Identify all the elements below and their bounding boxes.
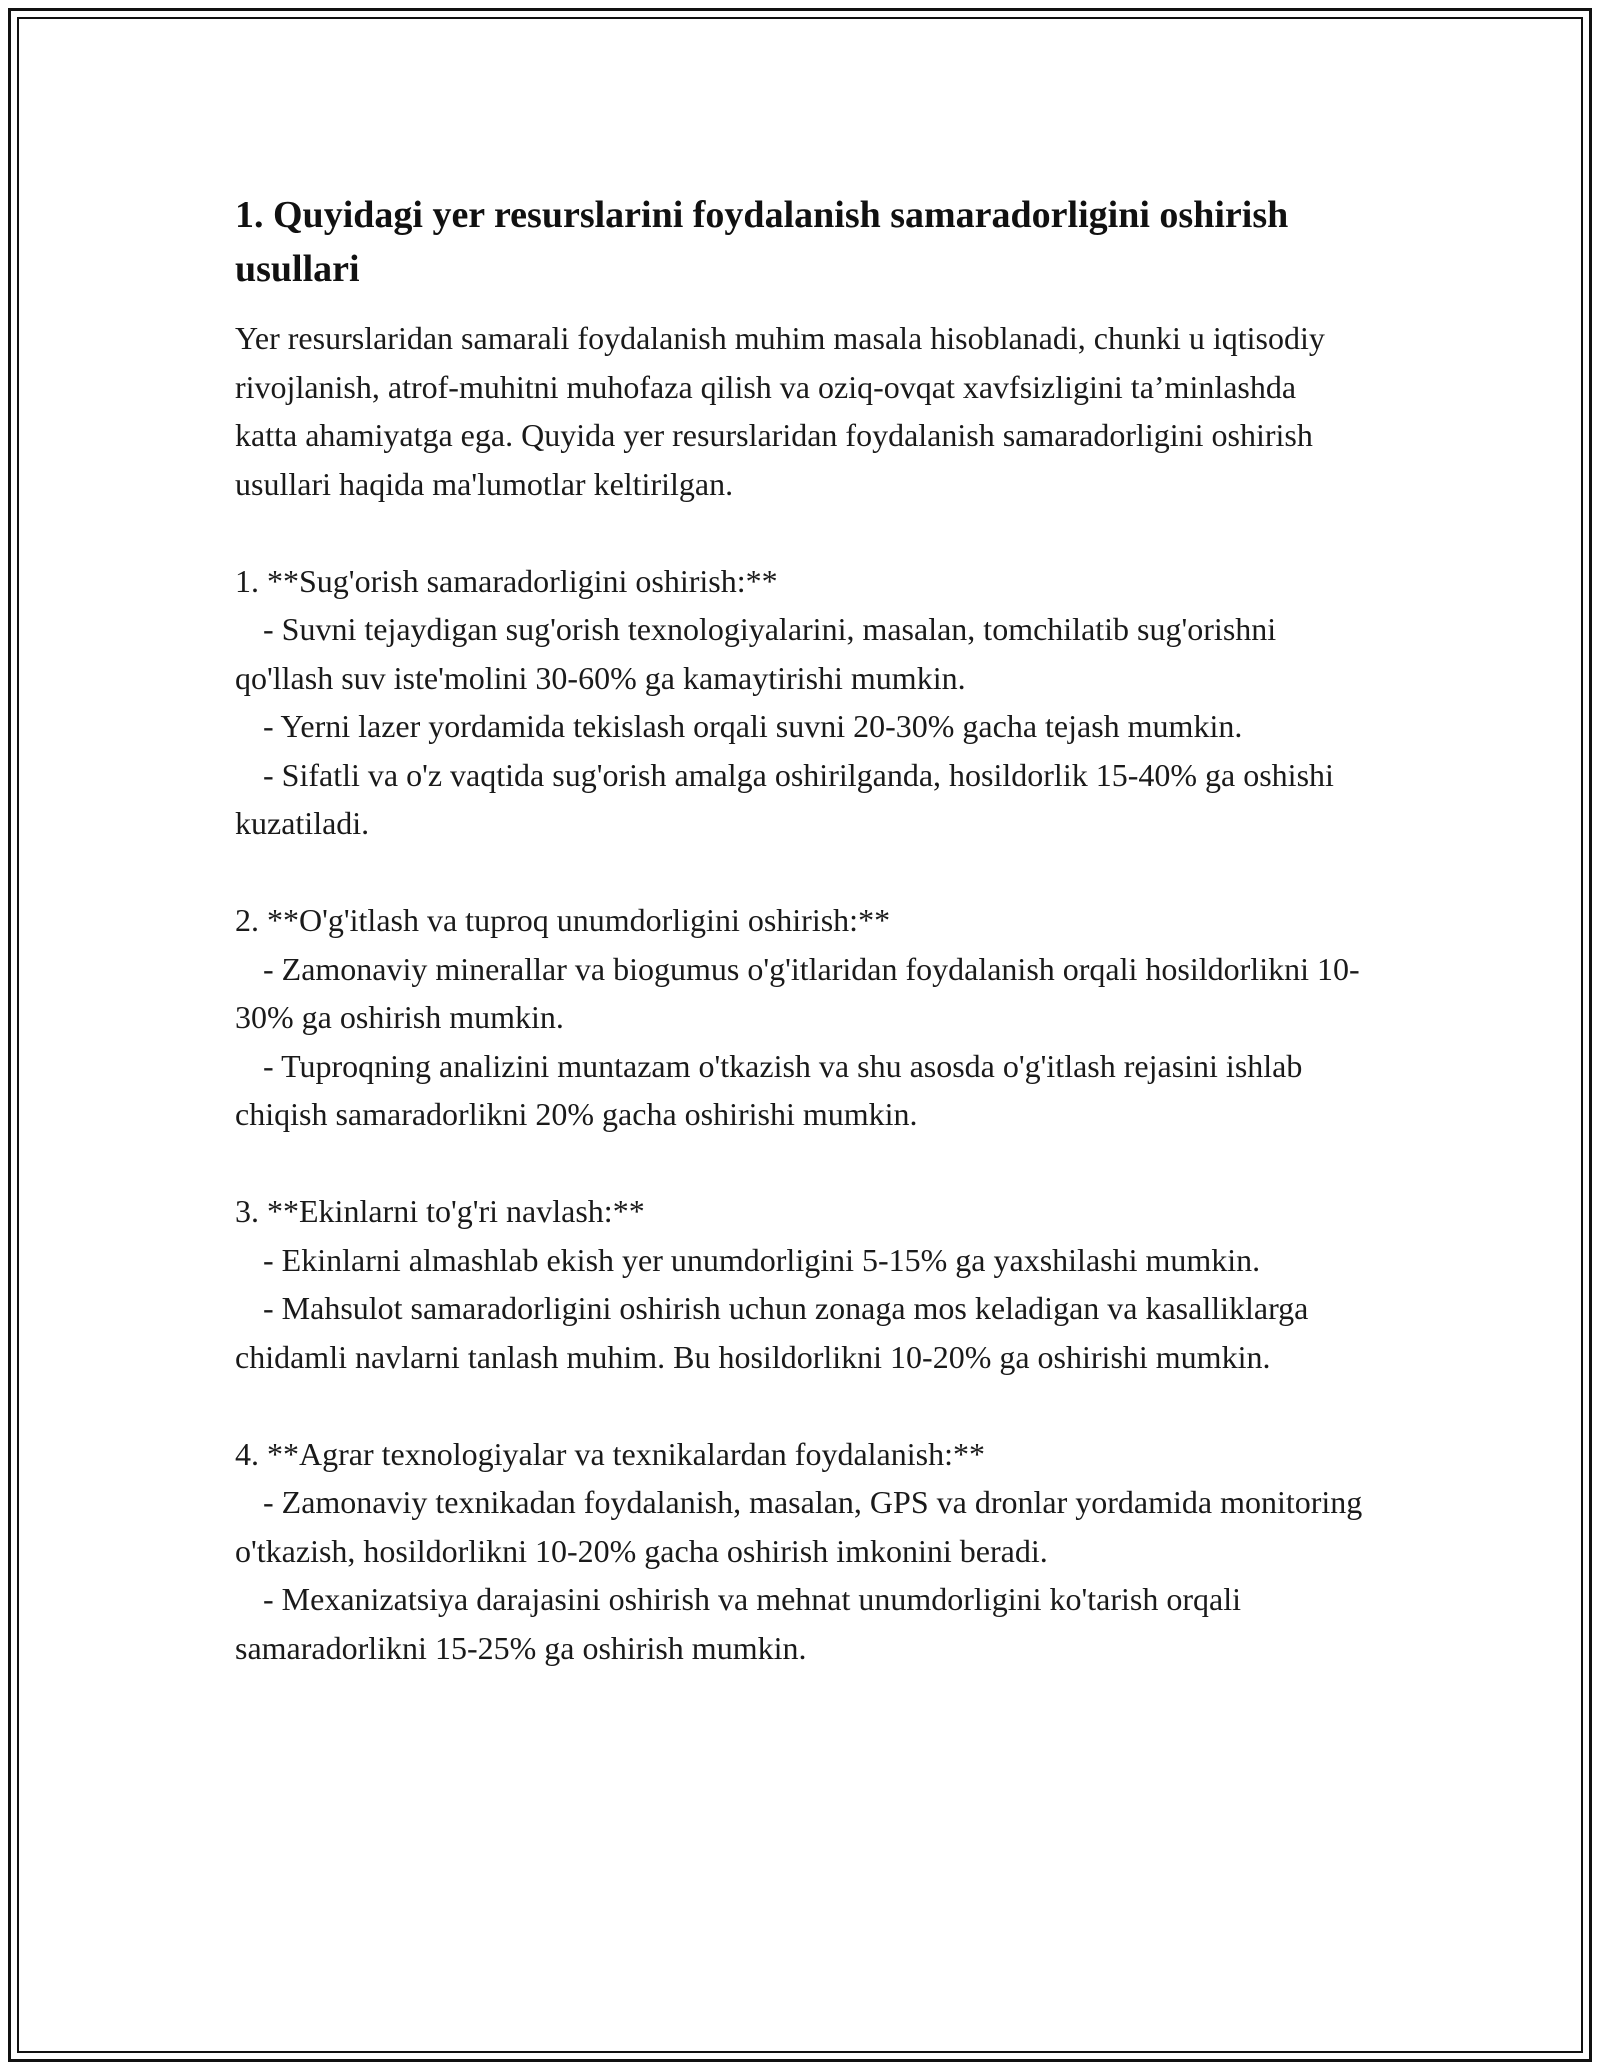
section-heading: 1. **Sug'orish samaradorligini oshirish:** bbox=[235, 562, 778, 599]
section-fertilization bbox=[235, 896, 1365, 1139]
list-item bbox=[235, 945, 1365, 1042]
list-item bbox=[235, 1575, 1365, 1672]
list-item bbox=[235, 605, 1365, 702]
list-item bbox=[235, 702, 1365, 751]
list-item-text: - Sifatli va o'z vaqtida sug'orish amalga oshirilganda, hosildorlik 15-40% ga oshishi kuzatiladi. bbox=[235, 756, 1334, 841]
intro-paragraph: Yer resurslaridan samarali foydalanish muhim masala hisoblanadi, chunki u iqtisodiy rivojlanish, atrof-muhitni muhofaza qilish va oziq-ovqat xavfsizligini ta’minlashda katta ahamiyatga ega. Quyida yer resurslaridan foydalanish samaradorligini oshirish usullari haqida ma'lumotlar keltirilgan. bbox=[235, 320, 1325, 502]
section-heading: 3. **Ekinlarni to'g'ri navlash:** bbox=[235, 1193, 645, 1229]
list-item-text: - Tuproqning analizini muntazam o'tkazish va shu asosda o'g'itlash rejasini ishlab chiqish samaradorlikni 20% gacha oshirishi mumkin. bbox=[235, 1047, 1303, 1132]
list-item-text: - Yerni lazer yordamida tekislash orqali suvni 20-30% gacha tejash mumkin. bbox=[263, 708, 1243, 744]
document-title: 1. Quyidagi yer resurslarini foydalanish samaradorligini oshirish usullari bbox=[235, 194, 1289, 290]
list-item bbox=[235, 1042, 1365, 1139]
list-item-text: - Zamonaviy texnikadan foydalanish, masalan, GPS va dronlar yordamida monitoring o'tkazish, hosildorlikni 10-20% gacha oshirish imkonini beradi. bbox=[235, 1484, 1363, 1569]
list-item bbox=[235, 1236, 1365, 1285]
section-heading: 2. **O'g'itlash va tuproq unumdorligini oshirish:** bbox=[235, 902, 891, 938]
section-agro-technology bbox=[235, 1430, 1365, 1673]
list-item bbox=[235, 751, 1365, 848]
list-item bbox=[235, 1284, 1365, 1381]
list-item-text: - Ekinlarni almashlab ekish yer unumdorligini 5-15% ga yaxshilashi mumkin. bbox=[263, 1241, 1261, 1278]
document-body bbox=[235, 188, 1365, 1672]
section-crop-varieties bbox=[235, 1187, 1365, 1381]
list-item bbox=[235, 1478, 1365, 1575]
list-item-text: - Zamonaviy minerallar va biogumus o'g'itlaridan foydalanish orqali hosildorlikni 10-30% ga oshirish mumkin. bbox=[235, 950, 1360, 1035]
section-heading: 4. **Agrar texnologiyalar va texnikalardan foydalanish:** bbox=[235, 1435, 985, 1472]
section-irrigation bbox=[235, 557, 1365, 848]
list-item-text: - Mexanizatsiya darajasini oshirish va mehnat unumdorligini ko'tarish orqali samaradorlikni 15-25% ga oshirish mumkin. bbox=[235, 1581, 1241, 1666]
list-item-text: - Mahsulot samaradorligini oshirish uchun zonaga mos keladigan va kasalliklarga chidamli navlarni tanlash muhim. Bu hosildorlikni 10-20% ga oshirishi mumkin. bbox=[235, 1290, 1309, 1375]
list-item-text: - Suvni tejaydigan sug'orish texnologiyalarini, masalan, tomchilatib sug'orishni qo'llash suv iste'molini 30-60% ga kamaytirishi mumkin. bbox=[235, 611, 1277, 696]
